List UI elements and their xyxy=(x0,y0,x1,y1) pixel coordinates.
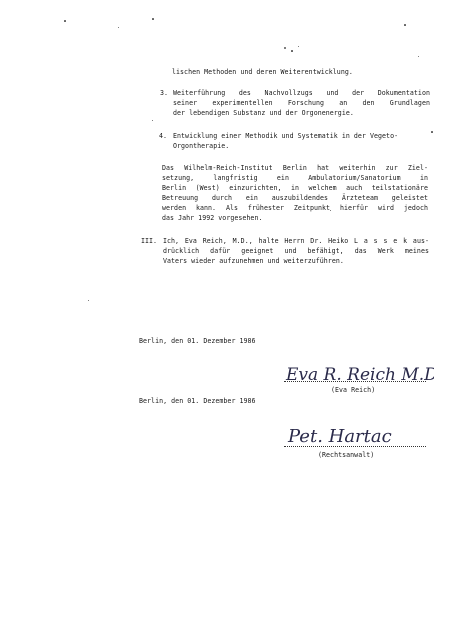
scan-speck xyxy=(284,47,286,49)
institute-paragraph-line: Das Wilhelm-Reich-Institut Berlin hat weiterhin zur Ziel- xyxy=(162,164,428,172)
scan-speck xyxy=(88,300,89,301)
item-4-line: Orgontherapie. xyxy=(173,142,230,150)
signature-rechtsanwalt-text: Pet. Hartac xyxy=(288,426,392,447)
scan-speck xyxy=(152,120,153,121)
scan-speck xyxy=(291,50,293,52)
signature-caption-1: (Eva Reich) xyxy=(331,386,376,394)
section-3-line: Ich, Eva Reich, M.D., halte Herrn Dr. Heiko L a s s e k aus- xyxy=(163,237,429,245)
institute-paragraph-line: setzung, langfristig ein Ambulatorium/Sanatorium in xyxy=(162,174,428,182)
scan-speck xyxy=(152,18,154,20)
scan-speck xyxy=(418,56,419,57)
date-line-1: Berlin, den 01. Dezember 1986 xyxy=(139,337,256,345)
item-4-number: 4. xyxy=(159,132,168,140)
section-3-line: Vaters wieder aufzunehmen und weiterzuführen. xyxy=(163,257,344,265)
signature-line-2 xyxy=(284,446,426,447)
item-3-line: der lebendigen Substanz und der Orgonenergie. xyxy=(173,109,354,117)
continuation-line: lischen Methoden und deren Weiterentwicklung. xyxy=(172,68,353,76)
signature-eva-reich-text: Eva R. Reich M.D. xyxy=(286,365,434,385)
signature-eva-reich xyxy=(284,354,434,388)
institute-paragraph-line: Betreuung durch ein auszubildendes Ärzteteam geleistet xyxy=(162,194,428,202)
scan-speck xyxy=(431,131,433,133)
section-3-numeral: III. xyxy=(141,237,158,245)
institute-paragraph-line: Berlin (West) einzurichten, in welchem auch teilstationäre xyxy=(162,184,428,192)
section-3-line: drücklich dafür geeignet und befähigt, das Werk meines xyxy=(163,247,429,255)
signature-rechtsanwalt-svg xyxy=(284,416,434,450)
scan-speck xyxy=(64,20,66,22)
scan-speck xyxy=(118,27,119,28)
signature-caption-2: (Rechtsanwalt) xyxy=(318,451,375,459)
institute-paragraph-line: werden kann. Als frühester Zeitpunkt hierfür wird jedoch xyxy=(162,204,428,212)
scan-speck xyxy=(404,24,406,26)
scan-speck xyxy=(298,46,299,47)
item-3-line: seiner experimentellen Forschung an den Grundlagen xyxy=(173,99,430,107)
date-line-2: Berlin, den 01. Dezember 1986 xyxy=(139,397,256,405)
item-3-number: 3. xyxy=(160,89,169,97)
signature-rechtsanwalt xyxy=(284,416,434,450)
item-3-line: Weiterführung des Nachvollzugs und der Dokumentation xyxy=(173,89,430,97)
item-4-line: Entwicklung einer Methodik und Systematik in der Vegeto- xyxy=(173,132,399,140)
institute-paragraph-line: das Jahr 1992 vorgesehen. xyxy=(162,214,263,222)
signature-line-1 xyxy=(284,381,426,382)
signature-eva-reich-svg xyxy=(284,354,434,388)
